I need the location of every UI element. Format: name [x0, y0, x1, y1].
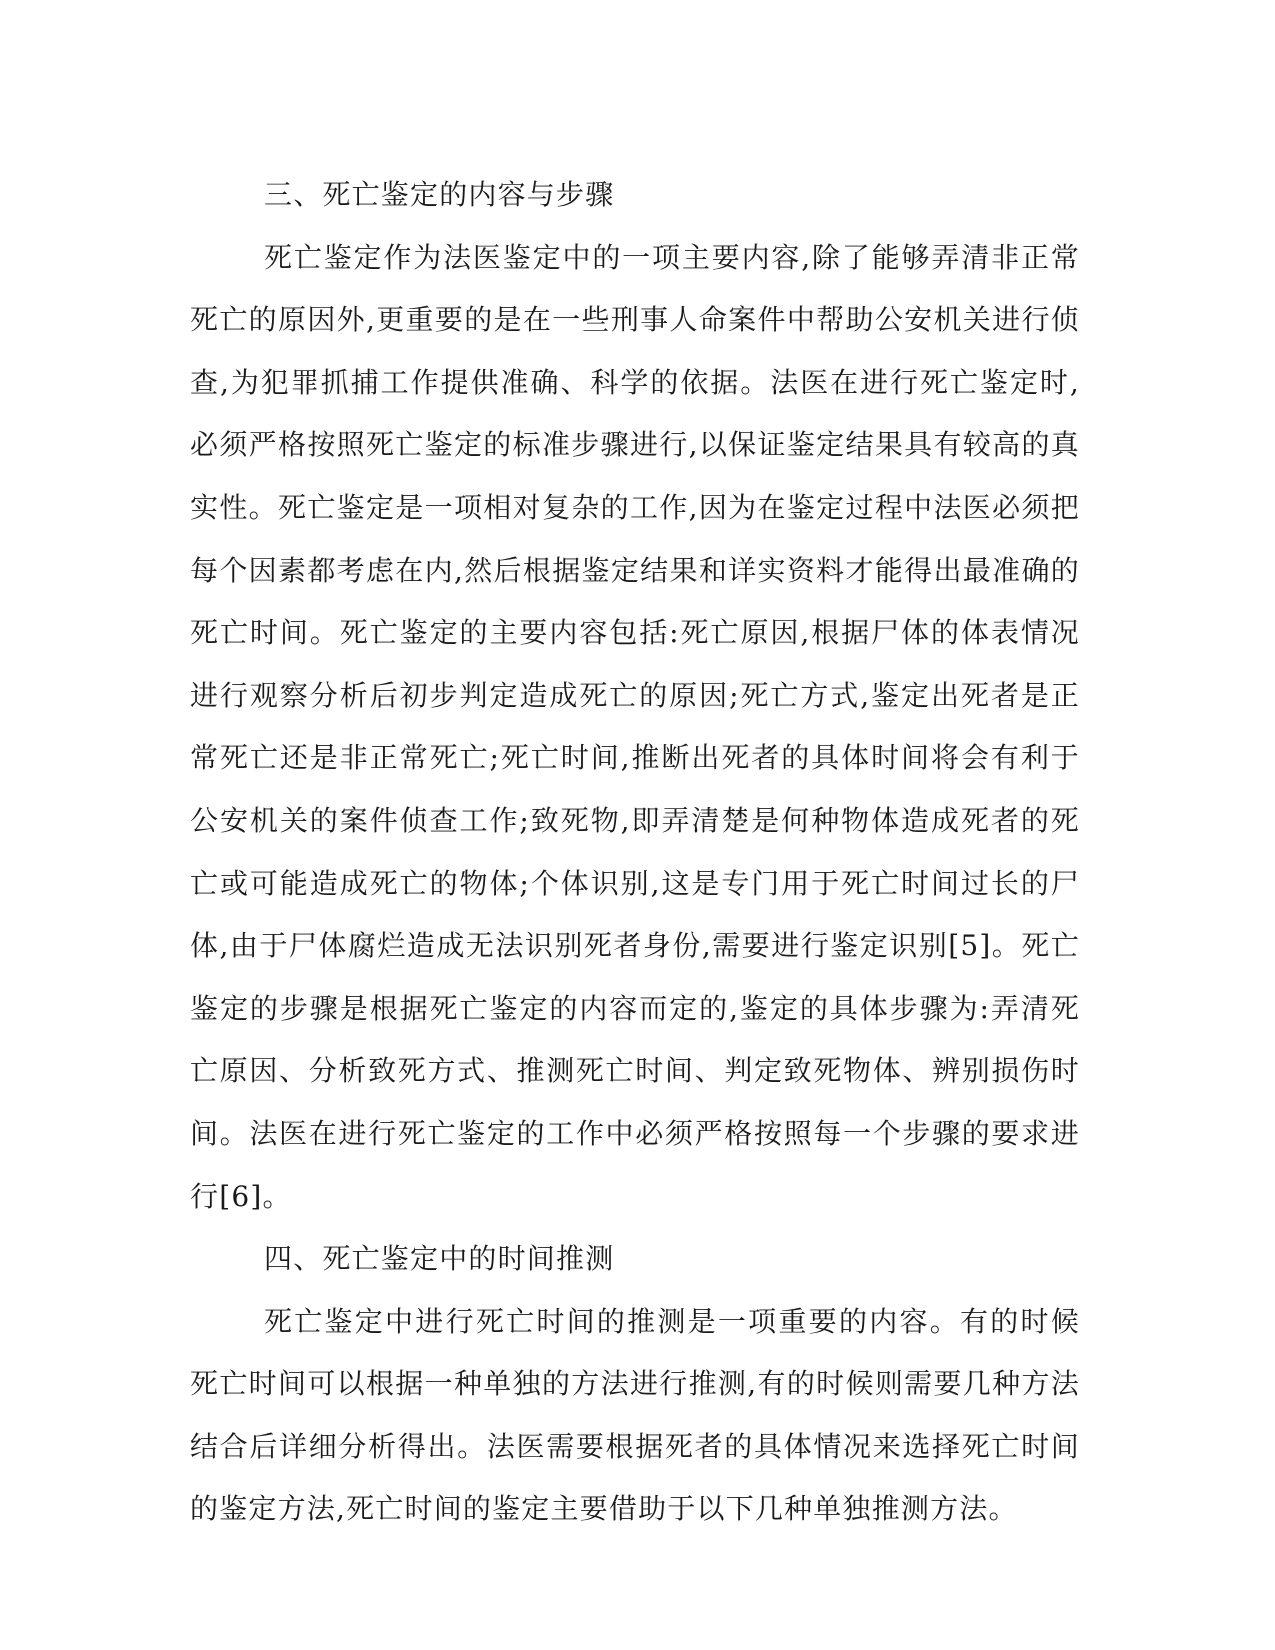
section-3-paragraph: 死亡鉴定作为法医鉴定中的一项主要内容,除了能够弄清非正常死亡的原因外,更重要的是在一些刑事人命案件中帮助公安机关进行侦查,为犯罪抓捕工作提供准确、科学的依据。法医在进行死亡鉴定时,必须严格按照死亡鉴定的标准步骤进行,以保证鉴定结果具有较高的真实性。死亡鉴定是一项相对复杂的工作,因为在鉴定过程中法医必须把每个因素都考虑在内,然后根据鉴定结果和详实资料才能得出最准确的死亡时间。死亡鉴定的主要内容包括:死亡原因,根据尸体的体表情况进行观察分析后初步判定造成死亡的原因;死亡方式,鉴定出死者是正常死亡还是非正常死亡;死亡时间,推断出死者的具体时间将会有利于公安机关的案件侦查工作;致死物,即弄清楚是何种物体造成死者的死亡或可能造成死亡的物体;个体识别,这是专门用于死亡时间过长的尸体,由于尸体腐烂造成无法识别死者身份,需要进行鉴定识别[5]。死亡鉴定的步骤是根据死亡鉴定的内容而定的,鉴定的具体步骤为:弄清死亡原因、分析致死方式、推测死亡时间、判定致死物体、辨别损伤时间。法医在进行死亡鉴定的工作中必须严格按照每一个步骤的要求进行[6]。: [190, 240, 1080, 1213]
section-4-heading: 四、死亡鉴定中的时间推测: [264, 1242, 615, 1276]
document-body: [190, 164, 1080, 1541]
section-3-heading: 三、死亡鉴定的内容与步骤: [264, 178, 615, 211]
section-4-paragraph: 死亡鉴定中进行死亡时间的推测是一项重要的内容。有的时候死亡时间可以根据一种单独的方法进行推测,有的时候则需要几种方法结合后详细分析得出。法医需要根据死者的具体情况来选择死亡时间的鉴定方法,死亡时间的鉴定主要借助于以下几种单独推测方法。: [190, 1304, 1080, 1526]
